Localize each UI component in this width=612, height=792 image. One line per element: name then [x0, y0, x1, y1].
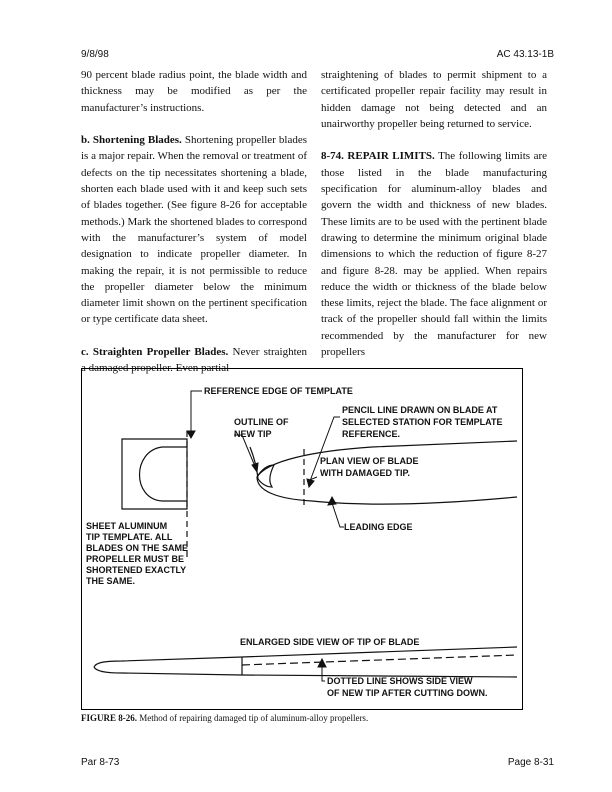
label-pencil-line3: REFERENCE.	[342, 429, 401, 439]
label-reference-edge: REFERENCE EDGE OF TEMPLATE	[204, 386, 353, 396]
header-doc-id: AC 43.13-1B	[496, 49, 554, 60]
heading-shortening-blades: b. Shortening Blades.	[81, 134, 182, 147]
blade-leading-edge-line	[257, 477, 517, 504]
label-sheet-line1: SHEET ALUMINUM	[86, 521, 168, 531]
heading-straighten-blades: c. Straighten Propeller Blades.	[81, 346, 229, 359]
blade-side-view	[94, 647, 517, 677]
reference-edge-arrow	[187, 431, 195, 438]
new-tip-dotted-line	[242, 655, 517, 665]
label-plan-view-line1: PLAN VIEW OF BLADE	[320, 456, 419, 466]
leading-edge-leader	[332, 503, 344, 527]
label-enlarged-side-view: ENLARGED SIDE VIEW OF TIP OF BLADE	[240, 637, 420, 647]
label-dotted-line2: OF NEW TIP AFTER CUTTING DOWN.	[327, 688, 488, 698]
label-pencil-line1: PENCIL LINE DRAWN ON BLADE AT	[342, 405, 498, 415]
label-sheet-line4: PROPELLER MUST BE	[86, 554, 185, 564]
leading-edge-arrow	[328, 497, 336, 505]
label-pencil-line2: SELECTED STATION FOR TEMPLATE	[342, 417, 503, 427]
caption-label: FIGURE 8-26.	[81, 713, 137, 723]
label-dotted-line1: DOTTED LINE SHOWS SIDE VIEW	[327, 676, 473, 686]
label-plan-view-line2: WITH DAMAGED TIP.	[320, 468, 410, 478]
footer-par: Par 8-73	[81, 757, 120, 768]
figure-caption	[81, 713, 368, 723]
right-column	[321, 67, 547, 377]
text-straighten-blades: Never straighten a damaged propeller. Even partial	[81, 346, 308, 375]
paragraph-straightening-continued: straightening of blades to permit shipment to a certificated propeller repair facility may result in hidden damage not being detected and an unairworthy propeller being returned to service.	[321, 69, 547, 130]
text-shortening-blades: Shortening propeller blades is a major repair. When the removal or treatment of defects on the tip necessitates shortening a blade, shorten each blade used with it and keep such sets of blades together. (See figure 8-26 for acceptable methods.) Mark the shortened blades to correspond with the manufacturer’s system of model designation to indicate propeller diameter. In making the repair, it is not permissible to reduce the propeller diameter below the minimum diameter limit shown on the pertinent specification or type certificate data sheet.	[81, 134, 307, 326]
heading-repair-limits: 8-74. REPAIR LIMITS.	[321, 150, 435, 163]
paragraph-repair-limits	[321, 148, 547, 360]
label-sheet-line6: THE SAME.	[86, 576, 136, 586]
outline-arrow	[252, 463, 258, 472]
header-date: 9/8/98	[81, 49, 109, 60]
template-curve	[140, 447, 163, 501]
caption-text: Method of repairing damaged tip of aluminum-alloy propellers.	[137, 713, 369, 723]
damaged-tip	[257, 465, 274, 487]
label-sheet-line5: SHORTENED EXACTLY	[86, 565, 187, 575]
reference-edge-leader	[191, 391, 202, 433]
label-outline-line1: OUTLINE OF	[234, 417, 289, 427]
label-sheet-line3: BLADES ON THE SAME	[86, 543, 189, 553]
paragraph-continued: 90 percent blade radius point, the blade width and thickness may be modified as per the manufacturer’s instructions.	[81, 69, 307, 114]
label-leading-edge: LEADING EDGE	[344, 522, 413, 532]
footer-page: Page 8-31	[507, 757, 554, 768]
text-repair-limits: The following limits are those listed in the blade manufacturing specification for aluminum-alloy blades and govern the width and thickness of new blades. These limits are to be used with the pertinent blade drawing to determine the minimum original blade dimensions to which the reduction of figure 8-27 and figure 8-28. may be applied. When repairs reduce the width or thickness of the blade below these limits, reject the blade. The face alignment or track of the propeller should fall within the limits recommended by the manufacturer for new propellers	[321, 150, 547, 359]
left-column	[81, 67, 307, 393]
dotted-line-arrow	[318, 659, 326, 667]
label-sheet-line2: TIP TEMPLATE. ALL	[86, 532, 173, 542]
figure-drawing	[82, 369, 522, 709]
label-outline-line2: NEW TIP	[234, 429, 272, 439]
figure-8-26	[81, 368, 523, 710]
paragraph-shortening-blades	[81, 132, 307, 328]
